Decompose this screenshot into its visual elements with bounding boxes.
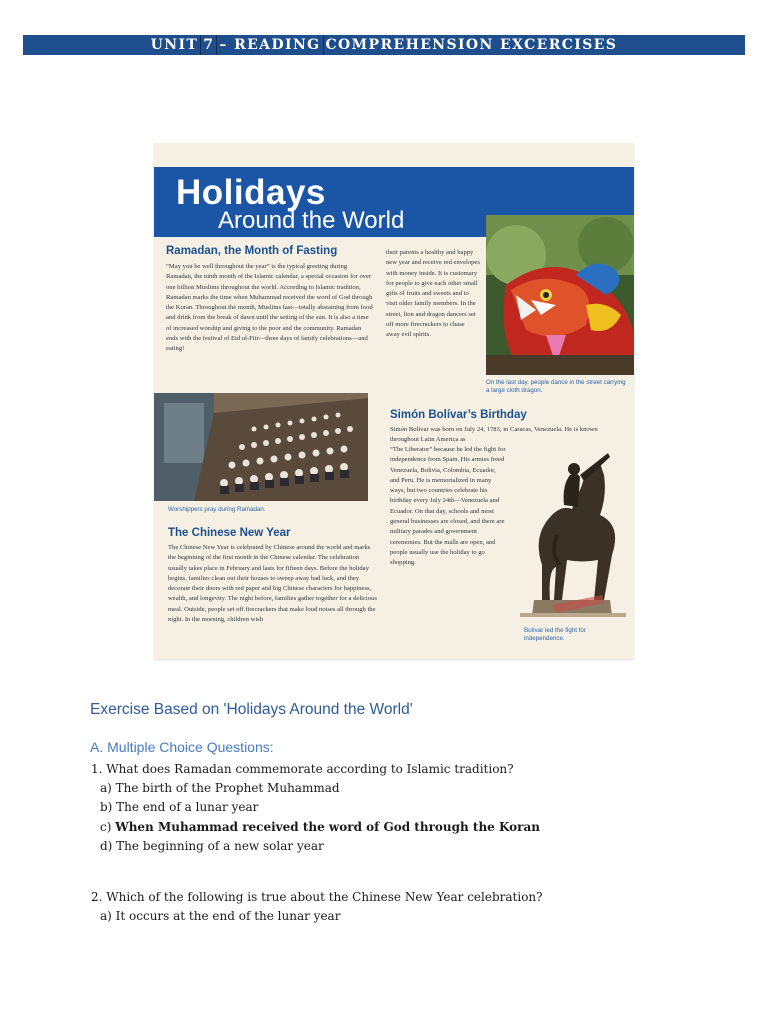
question-2-option-a: a) It occurs at the end of the lunar year <box>100 909 341 923</box>
question-1-option-c: c) When Muhammad received the word of God through the Koran <box>100 820 540 834</box>
article-subtitle: Around the World <box>218 207 405 234</box>
chinese-new-year-text: The Chinese New Year is celebrated by Chinese around the world and marks the beginning of the first month in the Chinese calendar. The celebration usually takes place in February and lasts for fifteen days. Before the holiday begins, families clean out their houses to sweep away bad luck, and they decorate their doors with red paper and big Chinese characters for happiness, wealth, and longevity. The night before, families gather together for a delicious meal. Outside, people set off firecrackers that make loud noises all through the night. In the morning, children wish <box>168 544 377 624</box>
section-heading: A. Multiple Choice Questions: <box>90 739 274 755</box>
header-part: – READING <box>216 35 322 55</box>
chinese-new-year-heading: The Chinese New Year <box>168 527 291 539</box>
unit-header-bar <box>23 35 745 55</box>
question-1: 1. What does Ramadan commemorate according to Islamic tradition? <box>91 762 514 776</box>
dragon-photo <box>486 215 634 375</box>
dragon-caption: On the last day, people dance in the street carrying a large cloth dragon. <box>486 379 626 394</box>
bolivar-heading: Simón Bolívar’s Birthday <box>390 409 527 421</box>
header-part: UNIT <box>150 37 199 53</box>
ramadan-text: “May you be well throughout the year” is the typical greeting during Ramadan, the ninth month of the Islamic calendar, a special occasion for over one billion Muslims throughout the world. According to Islamic tradition, Ramadan marks the time when Muhammad received the word of God through the Koran. Throughout the month, Muslims fast—totally abstaining from food and drink from the break of dawn until the setting of the sun. It is also a time of increased worship and giving to the poor and the community. Ramadan ends with the festival of Eid ul-Fitr—three days of family celebrations—and eating! <box>166 263 373 353</box>
bolivar-text: “The Liberator” because he led the fight for independence from Spain. His armies freed Venezuela, Bolivia, Colombia, Ecuador, and Peru. He is memorialized in many ways, but two countries celebrate his birthday every July 24th—Venezuela and Ecuador. On that day, schools and most general businesses are closed, and there are military parades and government ceremonies. But the malls are open, and people usually use the holiday to go shopping. <box>390 446 506 567</box>
exercise-title: Exercise Based on 'Holidays Around the World' <box>90 701 413 718</box>
answer-bold: When Muhammad received the word of God through the Koran <box>115 820 540 834</box>
ramadan-caption: Worshippers pray during Ramadan. <box>168 506 266 513</box>
ramadan-heading: Ramadan, the Month of Fasting <box>166 245 338 257</box>
chinese-new-year-continued-text: their parents a healthy and happy new year and receive red envelopes with money inside. It is customary for people to give each other small gifts of fruits and sweets and to visit older family members. In the street, lion and dragon dancers set off more firecrackers to chase away evil spirits. <box>386 249 480 339</box>
question-1-option-a: a) The birth of the Prophet Muhammad <box>100 781 340 795</box>
ramadan-photo <box>154 393 368 501</box>
article-page <box>154 143 634 659</box>
bolivar-statue-photo <box>512 445 634 623</box>
header-part: 7 <box>200 35 216 55</box>
article-title: Holidays <box>176 173 326 212</box>
question-1-option-b: b) The end of a lunar year <box>100 800 259 814</box>
bolivar-caption: Bolívar led the fight for independence. <box>524 627 586 642</box>
header-part: COMPREHENSION EXCERCISES <box>323 35 620 55</box>
bolivar-text-top: Simón Bolívar was born on July 24, 1783, in Caracas, Venezuela. He is known throughout Latin America as <box>390 426 598 444</box>
question-2: 2. Which of the following is true about the Chinese New Year celebration? <box>91 890 543 904</box>
question-1-option-d: d) The beginning of a new solar year <box>100 839 324 853</box>
